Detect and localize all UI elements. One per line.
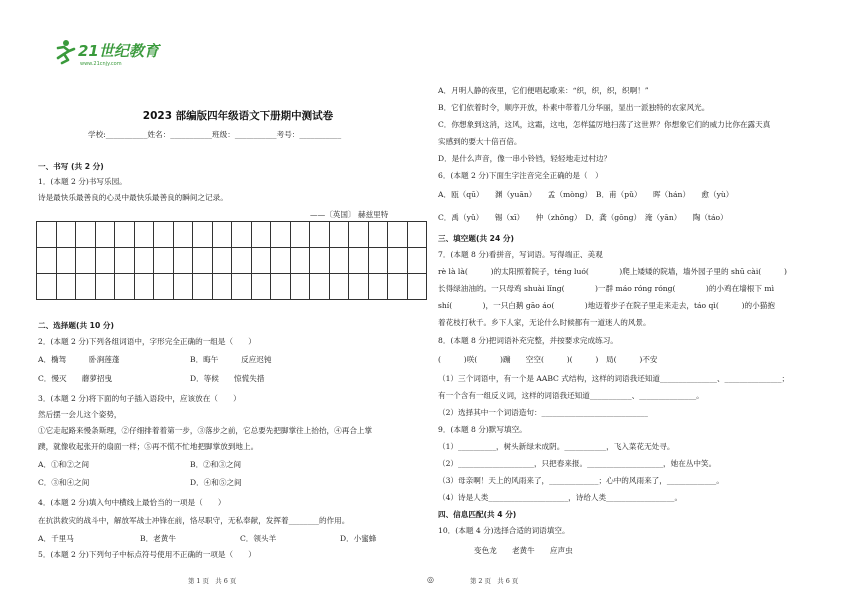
section-heading: 三、填空题(共 24 分)	[438, 234, 514, 243]
student-info-line: 学校:___________姓名：___________班级：___________考号：___________	[88, 130, 342, 139]
option-c[interactable]: C．领头羊	[240, 534, 277, 543]
question-stem: 3．(本题 2 分)将下面的句子插入语段中，应该放在（ ）	[38, 394, 241, 403]
grid-row	[37, 222, 427, 248]
fill-blank-line[interactable]: rè là là( )的太阳照着院子，téng luó( )爬上矮矮的院墙，墙外园子里的 shū cài( )	[438, 267, 787, 276]
option-a[interactable]: A．千里马	[38, 534, 74, 543]
fill-blank-line[interactable]: （4）诗是人类_____________________，诗给人类__________________。	[438, 493, 683, 502]
question-stem: 10．(本题 4 分)选择合适的词语填空。	[438, 526, 570, 535]
runner-icon	[58, 40, 74, 63]
exam-title: 2023 部编版四年级语文下册期中测试卷	[142, 110, 334, 122]
option-c[interactable]: C．③和④之间	[38, 478, 90, 487]
section-heading: 四、信息匹配(共 4 分)	[438, 510, 517, 519]
logo-url-text: www.21cnjy.com	[80, 61, 122, 67]
option-c-continued: 实感到的要大十倍百倍。	[438, 137, 522, 146]
fill-blank-line[interactable]: 长得绿油油的。一只母鸡 shuài lǐng( )一群 máo róng róng( )的小鸡在墙根下 mì	[438, 284, 775, 293]
option-a[interactable]: A．①和②之间	[38, 460, 90, 469]
option-b[interactable]: B．老黄牛	[140, 534, 176, 543]
question-stem: 5．(本题 2 分)下列句子中标点符号使用不正确的一项是（ ）	[38, 550, 256, 559]
option-d[interactable]: D．④和⑤之间	[190, 478, 242, 487]
question-stem: 7．(本题 8 分)看拼音，写词语。写得端正、美观	[438, 250, 603, 259]
passage-line: ①它走起路来慢条斯理，②仔细排着着第一步，③落步之前，它总要先把脚掌往上抬抬，④再合上掌	[38, 426, 373, 435]
section-heading: 一、书写 (共 2 分)	[38, 162, 104, 171]
question-stem: 8．(本题 8 分)把词语补充完整，并按要求完成练习。	[438, 336, 618, 345]
option-b[interactable]: B．它们依着时令，顺序开放，朴素中带着几分华丽，显出一派独特的农家风光。	[438, 103, 710, 112]
question-stem: 4．(本题 2 分)填入句中横线上最恰当的一项是（ ）	[38, 498, 226, 507]
right-page	[430, 0, 860, 608]
pinyin-options-row[interactable]: C．禹（yǔ） 锡（xī） 仲（zhōng） D．龚（gōng） 淹（yān） 陶（táo）	[438, 213, 728, 222]
fill-blank-line[interactable]: （1）__________，树头新绿未成阴。___________，飞入菜花无处寻。	[438, 442, 675, 451]
question-stem: 1．(本题 2 分)书写乐园。	[38, 177, 127, 186]
quote-text: 诗是最快乐最善良的心灵中最快乐最善良的瞬间之记录。	[38, 193, 228, 202]
question-stem: 6．(本题 2 分)下面生字注音完全正确的是（ ）	[438, 171, 603, 180]
quote-author: ——〔英国〕 赫兹里特	[310, 210, 389, 219]
option-d[interactable]: D．小蜜蜂	[340, 534, 377, 543]
fill-blank-line[interactable]: （2）____________________，只把春来报。____________________，她在丛中笑。	[438, 459, 717, 468]
question-stem: 9．(本题 8 分)默写填空。	[438, 425, 527, 434]
grid-row	[37, 274, 427, 300]
option-a[interactable]: A．月明人静的夜里，它们便唱起歌来：“织，织，织，织啊！”	[438, 86, 649, 95]
pinyin-options-row[interactable]: A．瓯（qū） 渊（yuān） 孟（mòng） B．甫（pǔ） 晖（hán） 愈（yù）	[438, 190, 734, 199]
option-a[interactable]: A．椭驾 卧涧莲蓬	[38, 355, 120, 364]
grid-row	[37, 248, 427, 274]
option-c[interactable]: C．慢灭 蘑萝招曳	[38, 374, 113, 383]
question-stem: 2．(本题 2 分)下列各组词语中，字形完全正确的一组是（ ）	[38, 337, 256, 346]
passage-line: 然后摆一会儿这个姿势，	[38, 410, 122, 419]
fill-blank-line[interactable]: （1）三个词语中，有一个是 AABC 式结构，这样的词语我还知道_______________、_______________；	[438, 374, 790, 383]
passage-line: 在抗洪救灾的战斗中，解放军战士冲锋在前，恪尽职守，无私奉献，发挥着________的作用。	[38, 516, 350, 525]
passage-line: 蹼，就像收起张开的扇面一样；⑤再不慌不忙地把脚掌放到地上。	[38, 442, 259, 451]
option-d[interactable]: D．等候 惊慌失措	[190, 374, 265, 383]
writing-grid[interactable]	[36, 221, 427, 300]
word-completion-row[interactable]: ( )咲( )蹦 空空( )( ) 局( )不安	[438, 355, 658, 364]
option-d[interactable]: D．是什么声音，像一串小铃铛，轻轻地走过村边？	[438, 154, 612, 163]
word-bank: 变色龙 老黄牛 应声虫	[474, 546, 573, 555]
fold-mark-icon: ◎	[427, 575, 434, 584]
fill-blank-line[interactable]: 有一个含有一组反义词，这样的词语我还知道___________、_______________。	[438, 391, 704, 400]
fill-blank-line[interactable]: （3）母亲啊！天上的风雨来了，_____________；心中的风雨来了，_____________。	[438, 476, 724, 485]
brand-logo	[50, 38, 159, 70]
option-b[interactable]: B．晦午 反应迟钝	[190, 355, 272, 364]
logo-brand-text: 21世纪教育	[78, 42, 159, 60]
section-heading: 二、选择题(共 10 分)	[38, 321, 114, 330]
passage-line: 着花枝打秋千。乡下人家，无论什么时候都有一道迷人的风景。	[438, 318, 651, 327]
page-number-footer: 第 2 页 共 6 页	[470, 577, 519, 585]
option-b[interactable]: B．②和③之间	[190, 460, 242, 469]
page-number-footer: 第 1 页 共 6 页	[188, 577, 237, 585]
fill-blank-line[interactable]: （2）选择其中一个词语造句：____________________________	[438, 408, 648, 417]
fill-blank-line[interactable]: shí( )，一只白鹅 gāo áo( )地迈着步子在院子里走来走去，táo qì( )的小猫抱	[438, 301, 775, 310]
option-c[interactable]: C．你想象到这消，这风，这霜，这电，怎样猛厉地扫荡了这世界？你想象它们的威力比你在露天真	[438, 120, 771, 129]
